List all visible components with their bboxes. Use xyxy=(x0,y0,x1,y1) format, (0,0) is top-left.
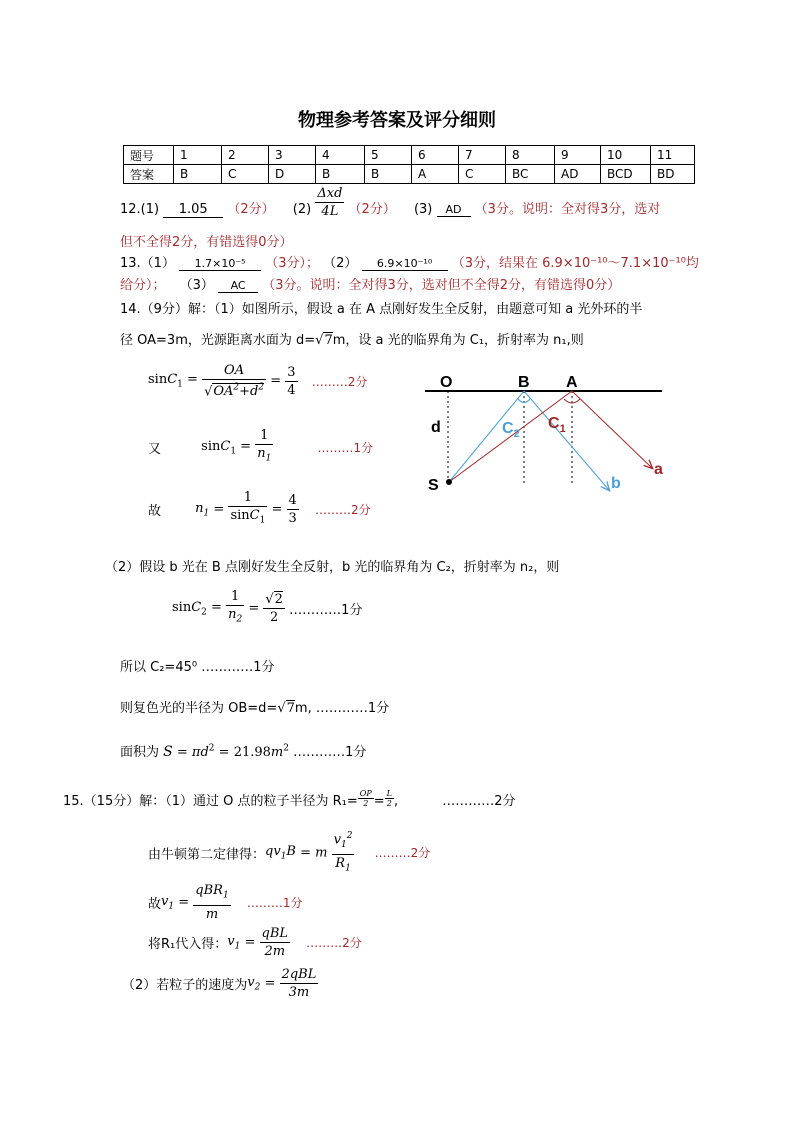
q15-eq2-score: ………1分 xyxy=(246,895,303,910)
q13-part2-label: （2） xyxy=(323,256,358,271)
table-cell: A xyxy=(412,165,459,184)
q14-part2-intro: （2）假设 b 光在 B 点刚好发生全反射，b 光的临界角为 C₂，折射率为 n₂，则 xyxy=(105,560,560,575)
q13-line2-a: 给分）； xyxy=(120,278,166,293)
q15-eq3-score: ………2分 xyxy=(306,936,362,950)
ray-a-reflected xyxy=(572,391,652,468)
label-C2 xyxy=(502,420,520,440)
label-C2-letter: C xyxy=(502,420,514,437)
q14-line2-c: m，设 a 光的临界角为 C₁，折射率为 n₁,则 xyxy=(332,333,584,348)
table-cell: C xyxy=(459,165,506,184)
q15-eq3-frac: $\frac{\text{qBL}}{2m}$ xyxy=(261,926,289,959)
q14-eq1-frac2: $\frac{3}{4}$ xyxy=(287,364,296,398)
q14-eq4-frac: $\frac{1}{n_2}$ xyxy=(228,589,243,625)
table-cell: B xyxy=(174,165,222,184)
table-cell: AD xyxy=(555,165,601,184)
q14-eq6: 则复色光的半径为 OB=d=√7m, …………1分 xyxy=(120,701,390,716)
q14-eq4-score: …………1分 xyxy=(289,602,363,618)
table-cell: D xyxy=(269,165,316,184)
q15-frac1-num: OP xyxy=(359,789,372,798)
label-C1 xyxy=(548,415,566,435)
q13-part1-label: 13.（1） xyxy=(120,256,175,271)
q14-eq4: sinC$_2$ = $\frac{1}{n_2}$ = $\frac{√2}{2}$ …………1分 xyxy=(172,588,362,629)
q14-eq3-prefix: 故 xyxy=(148,503,162,519)
table-row-numbers xyxy=(124,146,695,165)
q14-eq2-score: ………1分 xyxy=(317,440,374,455)
q14-eq3-frac2: $\frac{4}{3}$ xyxy=(288,492,297,526)
q15-eq4: （2）若粒子的速度为$v_2$ = $\frac{\text{2qBL}}{3m}$ xyxy=(122,967,317,1000)
q14-line2-a: 径 OA=3m，光源距离水面为 d= xyxy=(120,333,316,348)
label-a: a xyxy=(654,461,663,478)
q14-eq3-frac: $\frac{1}{\sin C_1}$ xyxy=(230,490,266,526)
q14-eq3: 故 $n_1$ = $\frac{1}{\sin C_1}$ = $\frac{4}{3}$ ………2分 xyxy=(148,489,371,530)
q12-part1-label: 12.(1) xyxy=(120,202,160,217)
q13-part1-answer: 1.7×10⁻⁵ xyxy=(179,257,261,271)
table-cell: BD xyxy=(651,165,695,184)
answer-table xyxy=(123,145,695,184)
q13-part2-answer: 6.9×10⁻¹⁰ xyxy=(362,257,448,271)
q14-eq3-score: ………2分 xyxy=(314,502,371,517)
q15-line1 xyxy=(63,790,516,809)
q14-eq7-score: …………1分 xyxy=(293,745,367,760)
q13-line1 xyxy=(120,252,699,271)
q12-part1-score: （2分） xyxy=(227,202,275,217)
q14-line2: 径 OA=3m，光源距离水面为 d=√7m，设 a 光的临界角为 C₁，折射率为 n₁,则 xyxy=(120,333,584,348)
q13-part3-score: （3分。说明：全对得3分，选对但不全得2分，有错选得0分） xyxy=(262,278,621,293)
label-C1-letter: C xyxy=(548,415,560,432)
q15-eq1-prefix: 由牛顿第二定律得： xyxy=(148,847,266,863)
q15-frac1-den: 2 xyxy=(363,799,369,808)
q12-part1-answer: 1.05 xyxy=(163,202,223,218)
q14-line2-root: 7 xyxy=(324,333,333,348)
q15-eq4-frac: $\frac{\text{2qBL}}{3m}$ xyxy=(281,967,317,1000)
table-cell: B xyxy=(316,165,365,184)
q15-line1-score: …………2分 xyxy=(442,794,516,809)
table-header-label: 题号 xyxy=(124,146,174,165)
table-cell: 8 xyxy=(506,146,555,165)
table-cell: 5 xyxy=(365,146,412,165)
q13-line2 xyxy=(120,274,620,293)
q14-eq1: sinC$_1$ = $\frac{OA}{√OA^2+d^2}$ = $\frac{3}{4}$ ………2分 xyxy=(148,363,368,400)
q14-eq2: 又 sinC$_1$ = $\frac{1}{n_1}$ ………1分 xyxy=(148,427,373,468)
q14-eq4-frac2: $\frac{√2}{2}$ xyxy=(265,591,283,625)
page-title: 物理参考答案及评分细则 xyxy=(298,110,496,131)
q12-part3-score: （3分。说明：全对得3分，选对 xyxy=(474,202,661,217)
label-A: A xyxy=(566,374,578,391)
q15-eq1-frac: $\frac{v_1^2}{R_1}$ xyxy=(332,828,355,878)
q14-eq1-frac: $\frac{OA}{√OA^2+d^2}$ xyxy=(204,363,265,400)
label-b: b xyxy=(611,475,621,492)
table-cell: BC xyxy=(506,165,555,184)
label-C1-sub: 1 xyxy=(559,423,566,435)
label-S: S xyxy=(428,477,439,494)
q15-eq3: 将R₁代入得：$v_1$ = $\frac{\text{qBL}}{2m}$ ………2分 xyxy=(148,926,362,959)
refraction-diagram xyxy=(420,366,680,496)
table-cell: B xyxy=(365,165,412,184)
q14-eq2-frac: $\frac{1}{n_1}$ xyxy=(257,428,272,464)
table-cell: 9 xyxy=(555,146,601,165)
q13-part1-score: （3分）； xyxy=(265,256,320,271)
q15-frac2-num: L xyxy=(386,789,392,798)
q14-eq7-prefix: 面积为 xyxy=(120,745,160,760)
source-point xyxy=(446,479,452,485)
q13-part2-note: （3分，结果在 6.9×10⁻¹⁰～7.1×10⁻¹⁰均 xyxy=(451,256,699,271)
q14-eq2-prefix: 又 xyxy=(148,441,162,457)
q12-formula-num: Δxd xyxy=(317,186,343,201)
q13-part3-label: （3） xyxy=(179,278,214,293)
table-row-answers xyxy=(124,165,695,184)
q15-line1-c: , xyxy=(393,794,399,809)
q15-frac1 xyxy=(358,789,374,808)
q14-eq6-score: …………1分 xyxy=(315,701,390,716)
q15-line1-b: = xyxy=(373,794,385,809)
label-O: O xyxy=(440,374,453,391)
q14-eq1-score: ………2分 xyxy=(311,374,368,389)
q14-eq6-root: 7 xyxy=(286,701,295,716)
q15-eq2-frac: $\frac{qBR_1}{m}$ xyxy=(195,883,229,922)
table-cell: 7 xyxy=(459,146,506,165)
table-cell: C xyxy=(222,165,269,184)
q15-frac2-den: 2 xyxy=(386,799,392,808)
q15-eq3-prefix: 将R₁代入得： xyxy=(148,937,228,952)
label-d: d xyxy=(431,419,441,436)
q14-eq6-text-a: 则复色光的半径为 OB=d= xyxy=(120,701,278,716)
q14-eq7: 面积为 $S = \pi d^2 = 21.98m^2$ …………1分 xyxy=(120,743,367,760)
table-cell: 4 xyxy=(316,146,365,165)
table-cell: 2 xyxy=(222,146,269,165)
q14-eq5-score: …………1分 xyxy=(201,660,275,675)
q15-eq1: 由牛顿第二定律得：$qv_1B = m$ $\frac{v_1^2}{R_1}$ ………2分 xyxy=(148,828,430,878)
ray-b-reflected xyxy=(524,391,609,490)
table-cell: BCD xyxy=(601,165,651,184)
table-cell: 1 xyxy=(174,146,222,165)
q15-eq1-score: ………2分 xyxy=(374,846,431,861)
table-answer-label: 答案 xyxy=(124,165,174,184)
table-cell: 10 xyxy=(601,146,651,165)
label-B: B xyxy=(518,374,530,391)
q15-eq2-prefix: 故 xyxy=(148,896,162,912)
table-cell: 3 xyxy=(269,146,316,165)
table-cell: 11 xyxy=(651,146,695,165)
q15-eq2: 故$v_1$ = $\frac{qBR_1}{m}$ ………1分 xyxy=(148,883,303,922)
q14-eq6-text-c: m, xyxy=(294,701,312,716)
q12-part2-label: (2) xyxy=(292,202,312,217)
q12-part3-label: (3) xyxy=(413,202,433,217)
q15-eq4-prefix: （2）若粒子的速度为 xyxy=(122,978,248,993)
q12-part2-score: （2分） xyxy=(348,202,396,217)
label-C2-sub: 2 xyxy=(513,428,520,440)
q12-line2: 但不全得2分，有错选得0分） xyxy=(120,235,293,250)
q13-part3-answer: AC xyxy=(218,279,258,293)
q12-formula-den: 4L xyxy=(321,204,339,219)
q15-frac2 xyxy=(385,789,394,808)
q12-part3-answer: AD xyxy=(437,203,471,217)
q14-eq5 xyxy=(120,656,275,675)
q12-formula xyxy=(315,185,344,220)
q15-line1-a: 15.（15分）解：（1）通过 O 点的粒子半径为 R₁= xyxy=(63,794,358,809)
q14-line1: 14.（9分）解：（1）如图所示，假设 a 在 A 点刚好发生全反射，由题意可知 a 光外环的半 xyxy=(120,302,643,317)
table-cell: 6 xyxy=(412,146,459,165)
q12-line1 xyxy=(120,186,661,220)
q14-eq5-text: 所以 C₂=45⁰ xyxy=(120,660,198,675)
